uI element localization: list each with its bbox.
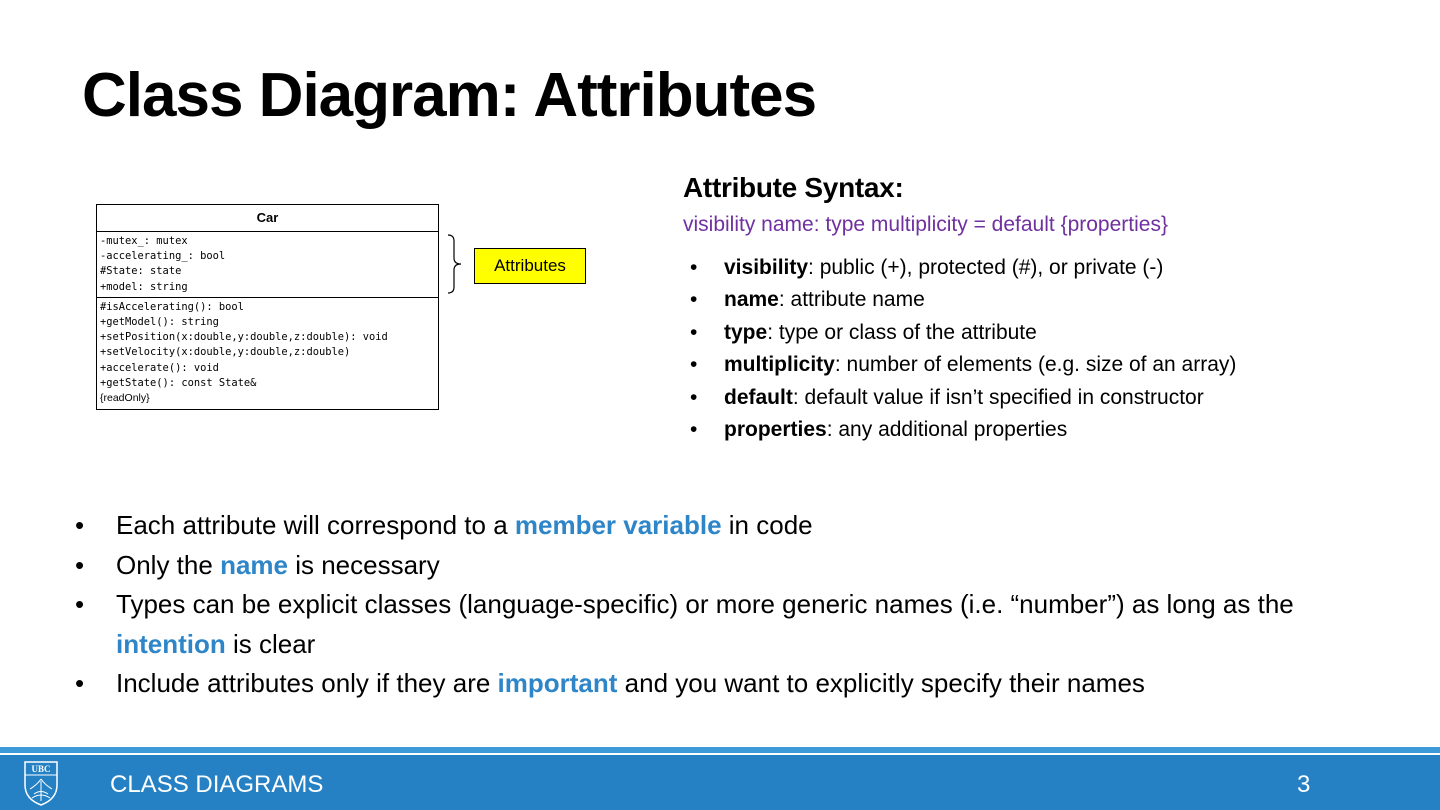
bullet-point: [72, 546, 1392, 586]
syntax-item: [683, 349, 1236, 381]
uml-operations-section: [97, 298, 438, 409]
syntax-definition-list: [683, 252, 1236, 446]
bullet-icon: •: [75, 510, 85, 540]
syntax-desc: : type or class of the attribute: [767, 320, 1037, 344]
uml-operation: #isAccelerating(): bool: [100, 300, 244, 313]
point-text: Types can be explicit classes (language-specific) or more generic names (i.e. “number”) as long as the: [116, 589, 1294, 620]
syntax-item: [683, 382, 1236, 414]
syntax-desc: : attribute name: [778, 288, 925, 312]
page-number: 3: [1297, 771, 1311, 798]
ubc-crest-icon: [22, 759, 60, 807]
bullet-icon: •: [690, 418, 698, 442]
syntax-desc: : any additional properties: [826, 418, 1068, 442]
syntax-term: visibility: [724, 256, 809, 279]
uml-attribute: #State: state: [100, 265, 182, 278]
point-text: is necessary: [287, 549, 440, 580]
point-text: Each attribute will correspond to a: [116, 510, 515, 540]
syntax-term: name: [724, 288, 779, 312]
syntax-desc: : public (+), protected (#), or private (-): [808, 256, 1164, 279]
syntax-term: type: [724, 320, 768, 344]
main-bullet-list: [72, 506, 1392, 704]
bullet-icon: •: [75, 668, 85, 699]
footer-bar: [0, 755, 1440, 810]
syntax-item: [683, 284, 1236, 316]
point-highlight: name: [220, 549, 288, 580]
syntax-item: [683, 414, 1236, 446]
syntax-term: default: [724, 385, 793, 409]
uml-attributes-section: [97, 232, 438, 298]
syntax-heading: Attribute Syntax:: [683, 172, 904, 203]
point-text: Only the: [116, 549, 221, 580]
bullet-icon: •: [75, 549, 85, 580]
point-highlight: intention: [116, 628, 226, 659]
bullet-icon: •: [690, 288, 698, 312]
footer-accent-stripe: [0, 747, 1440, 753]
point-highlight: member variable: [514, 510, 722, 540]
uml-operation: +setVelocity(x:double,y:double,z:double): [100, 346, 351, 359]
bullet-icon: •: [75, 589, 85, 620]
uml-operation: +setPosition(x:double,y:double,z:double): void: [100, 331, 388, 344]
uml-attribute: +model: string: [100, 280, 188, 293]
uml-class-name: Car: [97, 205, 438, 232]
point-highlight: important: [497, 668, 618, 699]
curly-brace-icon: [447, 234, 465, 294]
uml-attribute: -mutex_: mutex: [100, 235, 188, 247]
bullet-icon: •: [690, 256, 698, 279]
point-text: in code: [721, 510, 813, 540]
attributes-callout: Attributes: [474, 248, 586, 284]
syntax-term: properties: [724, 418, 827, 442]
bullet-icon: •: [690, 320, 698, 344]
ubc-logo-text: UBC: [31, 764, 51, 774]
uml-property: {readOnly}: [100, 392, 150, 405]
syntax-term: multiplicity: [724, 353, 835, 377]
uml-attribute: -accelerating_: bool: [100, 250, 226, 263]
uml-class-box: [96, 204, 439, 410]
syntax-desc: : number of elements (e.g. size of an array): [834, 353, 1237, 377]
bullet-icon: •: [690, 385, 698, 409]
point-text: Include attributes only if they are: [116, 668, 498, 699]
point-text: and you want to explicitly specify their names: [617, 668, 1145, 699]
syntax-item: [683, 252, 1236, 284]
footer-title: CLASS DIAGRAMS: [110, 771, 324, 798]
bullet-point: [72, 585, 1392, 664]
syntax-item: [683, 317, 1236, 349]
bullet-point: [72, 506, 1392, 546]
syntax-desc: : default value if isn’t specified in constructor: [792, 385, 1204, 409]
syntax-formula: visibility name: type multiplicity = default {properties}: [683, 213, 1168, 236]
slide-title: Class Diagram: Attributes: [82, 61, 817, 130]
bullet-icon: •: [690, 353, 698, 377]
uml-operation: +getModel(): string: [100, 316, 219, 329]
uml-operation: +getState(): const State&: [100, 376, 257, 389]
point-text: is clear: [225, 628, 316, 659]
bullet-point: [72, 664, 1392, 704]
uml-operation: +accelerate(): void: [100, 361, 219, 374]
